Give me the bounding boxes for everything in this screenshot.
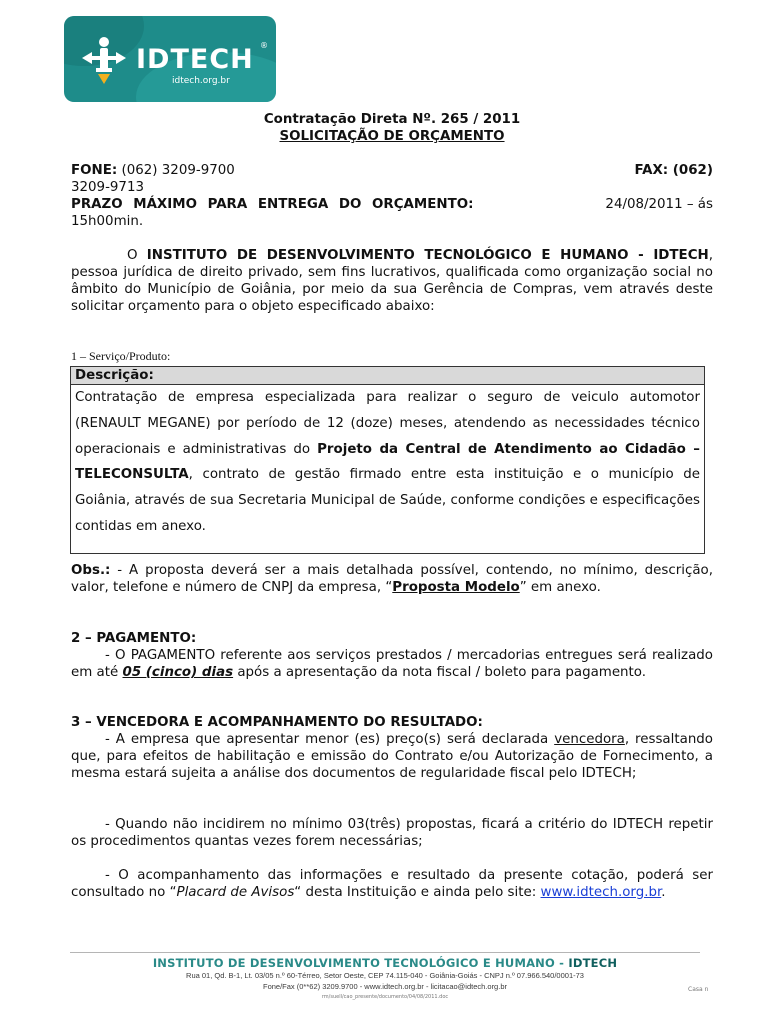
footer-brand: IDTECH [568, 956, 618, 970]
intro-text: , pessoa jurídica de direito privado, sem fins lucrativos, qualificada como organização social no âmbito do Município de Goiânia, por meio da sua Gerência de Compras, vem através deste solicitar orçamento para o objeto especificado abaixo: [71, 248, 713, 314]
winner-text-1: - A empresa que apresentar menor (es) preço(s) será declarada [105, 732, 549, 747]
footer-file-path: rm/suell/cao_presente/documento/04/08/2011.doc [321, 994, 449, 1000]
observation-paragraph [71, 562, 713, 596]
phone-value: (062) 3209-9700 [121, 163, 235, 178]
follow-up-text-2: “ desta Instituição e ainda pelo site: [294, 885, 537, 900]
organization-name: INSTITUTO DE DESENVOLVIMENTO TECNOLÓGICO E HUMANO - IDTECH [146, 248, 709, 263]
fax-value: 3209-9713 [71, 180, 144, 195]
description-box [70, 366, 705, 554]
observation-text: - A proposta deverá ser a mais detalhada possível, contendo, no mínimo, descrição, valor, telefone e número de CNPJ da empresa, “ [71, 563, 713, 595]
deadline-time: 15h00min. [71, 214, 144, 229]
description-header: Descrição: [71, 367, 704, 385]
document-title: Contratação Direta Nº. 265 / 2011 [263, 112, 521, 127]
section-3-title [71, 714, 713, 731]
phone-label: FONE: [71, 163, 118, 178]
phone-line [71, 162, 235, 179]
deadline-row [71, 196, 713, 213]
idtech-emblem-icon [78, 30, 130, 86]
observation-tail: ” em anexo. [519, 580, 601, 595]
payment-text-1: - O PAGAMENTO referente aos serviços prestados / mercadorias entregues será realizado em até [71, 648, 713, 680]
deadline-value: 24/08/2011 – ás [605, 197, 713, 212]
section-3-title-text: 3 – VENCEDORA E ACOMPANHAMENTO DO RESULTADO: [71, 715, 483, 730]
intro-lead: O [127, 248, 138, 263]
description-part-1: Contratação de empresa especializada para realizar o seguro de veiculo automotor (RENAULT MEGANE) por período de 12 (doze) meses, atendendo as necessidades técnico operacionais e administrativas do [75, 390, 700, 457]
website-link[interactable]: www.idtech.org.br [540, 885, 662, 900]
payment-text-2: após a apresentação da nota fiscal / boleto para pagamento. [237, 665, 647, 680]
winner-word: vencedora [554, 732, 625, 747]
description-part-2: , contrato de gestão firmado entre esta instituição e o município de Goiânia, através de sua Secretaria Municipal de Saúde, conforme condições e especificações contidas em anexo. [75, 467, 700, 534]
payment-deadline: 05 (cinco) dias [122, 665, 234, 680]
document-subtitle [71, 128, 713, 145]
payment-paragraph [71, 647, 713, 681]
project-name: Projeto da Central de Atendimento ao Cidadão – TELECONSULTA [75, 441, 700, 483]
observation-label: Obs.: [71, 563, 111, 578]
winner-text-2: , ressaltando que, para efeitos de habilitação e emissão do Contrato e/ou Autorização de Fornecimento, a mesma estará sujeita a análise dos documentos de regularidade fiscal pelo IDTECH; [71, 732, 713, 781]
phone-fax-row [71, 162, 713, 179]
footer-institution [0, 956, 770, 970]
repeat-paragraph: - Quando não incidirem no mínimo 03(três) propostas, ficará a critério do IDTECH repetir os procedimentos quantas vezes forem necessárias; [71, 817, 713, 849]
document-subtitle-text: SOLICITAÇÃO DE ORÇAMENTO [279, 129, 505, 144]
placard-text: Placard de Avisos [176, 885, 295, 900]
follow-up-text-1: - O acompanhamento das informações e resultado da presente cotação, poderá ser consultado no “ [71, 868, 713, 900]
follow-up-paragraph [71, 867, 713, 901]
follow-up-end: . [661, 885, 666, 900]
fax-label: FAX: (062) [634, 163, 713, 178]
winner-paragraph [71, 731, 713, 782]
footer-divider [70, 952, 700, 953]
footer-stamp: Casa n [688, 986, 709, 993]
proposta-modelo-link: Proposta Modelo [392, 580, 520, 595]
section-2-title [71, 630, 713, 647]
logo-brand-text: IDTECH [136, 44, 254, 75]
footer-address: Rua 01, Qd. B-1, Lt. 03/05 n.º 60-Térreo, Setor Oeste, CEP 74.115-040 - Goiânia-Goiás - CNPJ n.º 07.966.540/0001-73 [186, 971, 584, 980]
description-text [71, 385, 704, 540]
footer-contact: Fone/Fax (0**62) 3209.9700 - www.idtech.org.br - licitacao@idtech.org.br [263, 982, 507, 991]
section-2-title-text: 2 – PAGAMENTO: [71, 631, 197, 646]
footer-institution-name: INSTITUTO DE DESENVOLVIMENTO TECNOLÓGICO E HUMANO - [152, 956, 569, 970]
idtech-logo [64, 16, 276, 102]
intro-paragraph [71, 247, 713, 315]
section-1-label: 1 – Serviço/Produto: [71, 349, 171, 363]
deadline-label: PRAZO MÁXIMO PARA ENTREGA DO ORÇAMENTO: [71, 197, 474, 212]
registered-mark: ® [260, 41, 268, 50]
logo-site-text: idtech.org.br [172, 76, 230, 86]
